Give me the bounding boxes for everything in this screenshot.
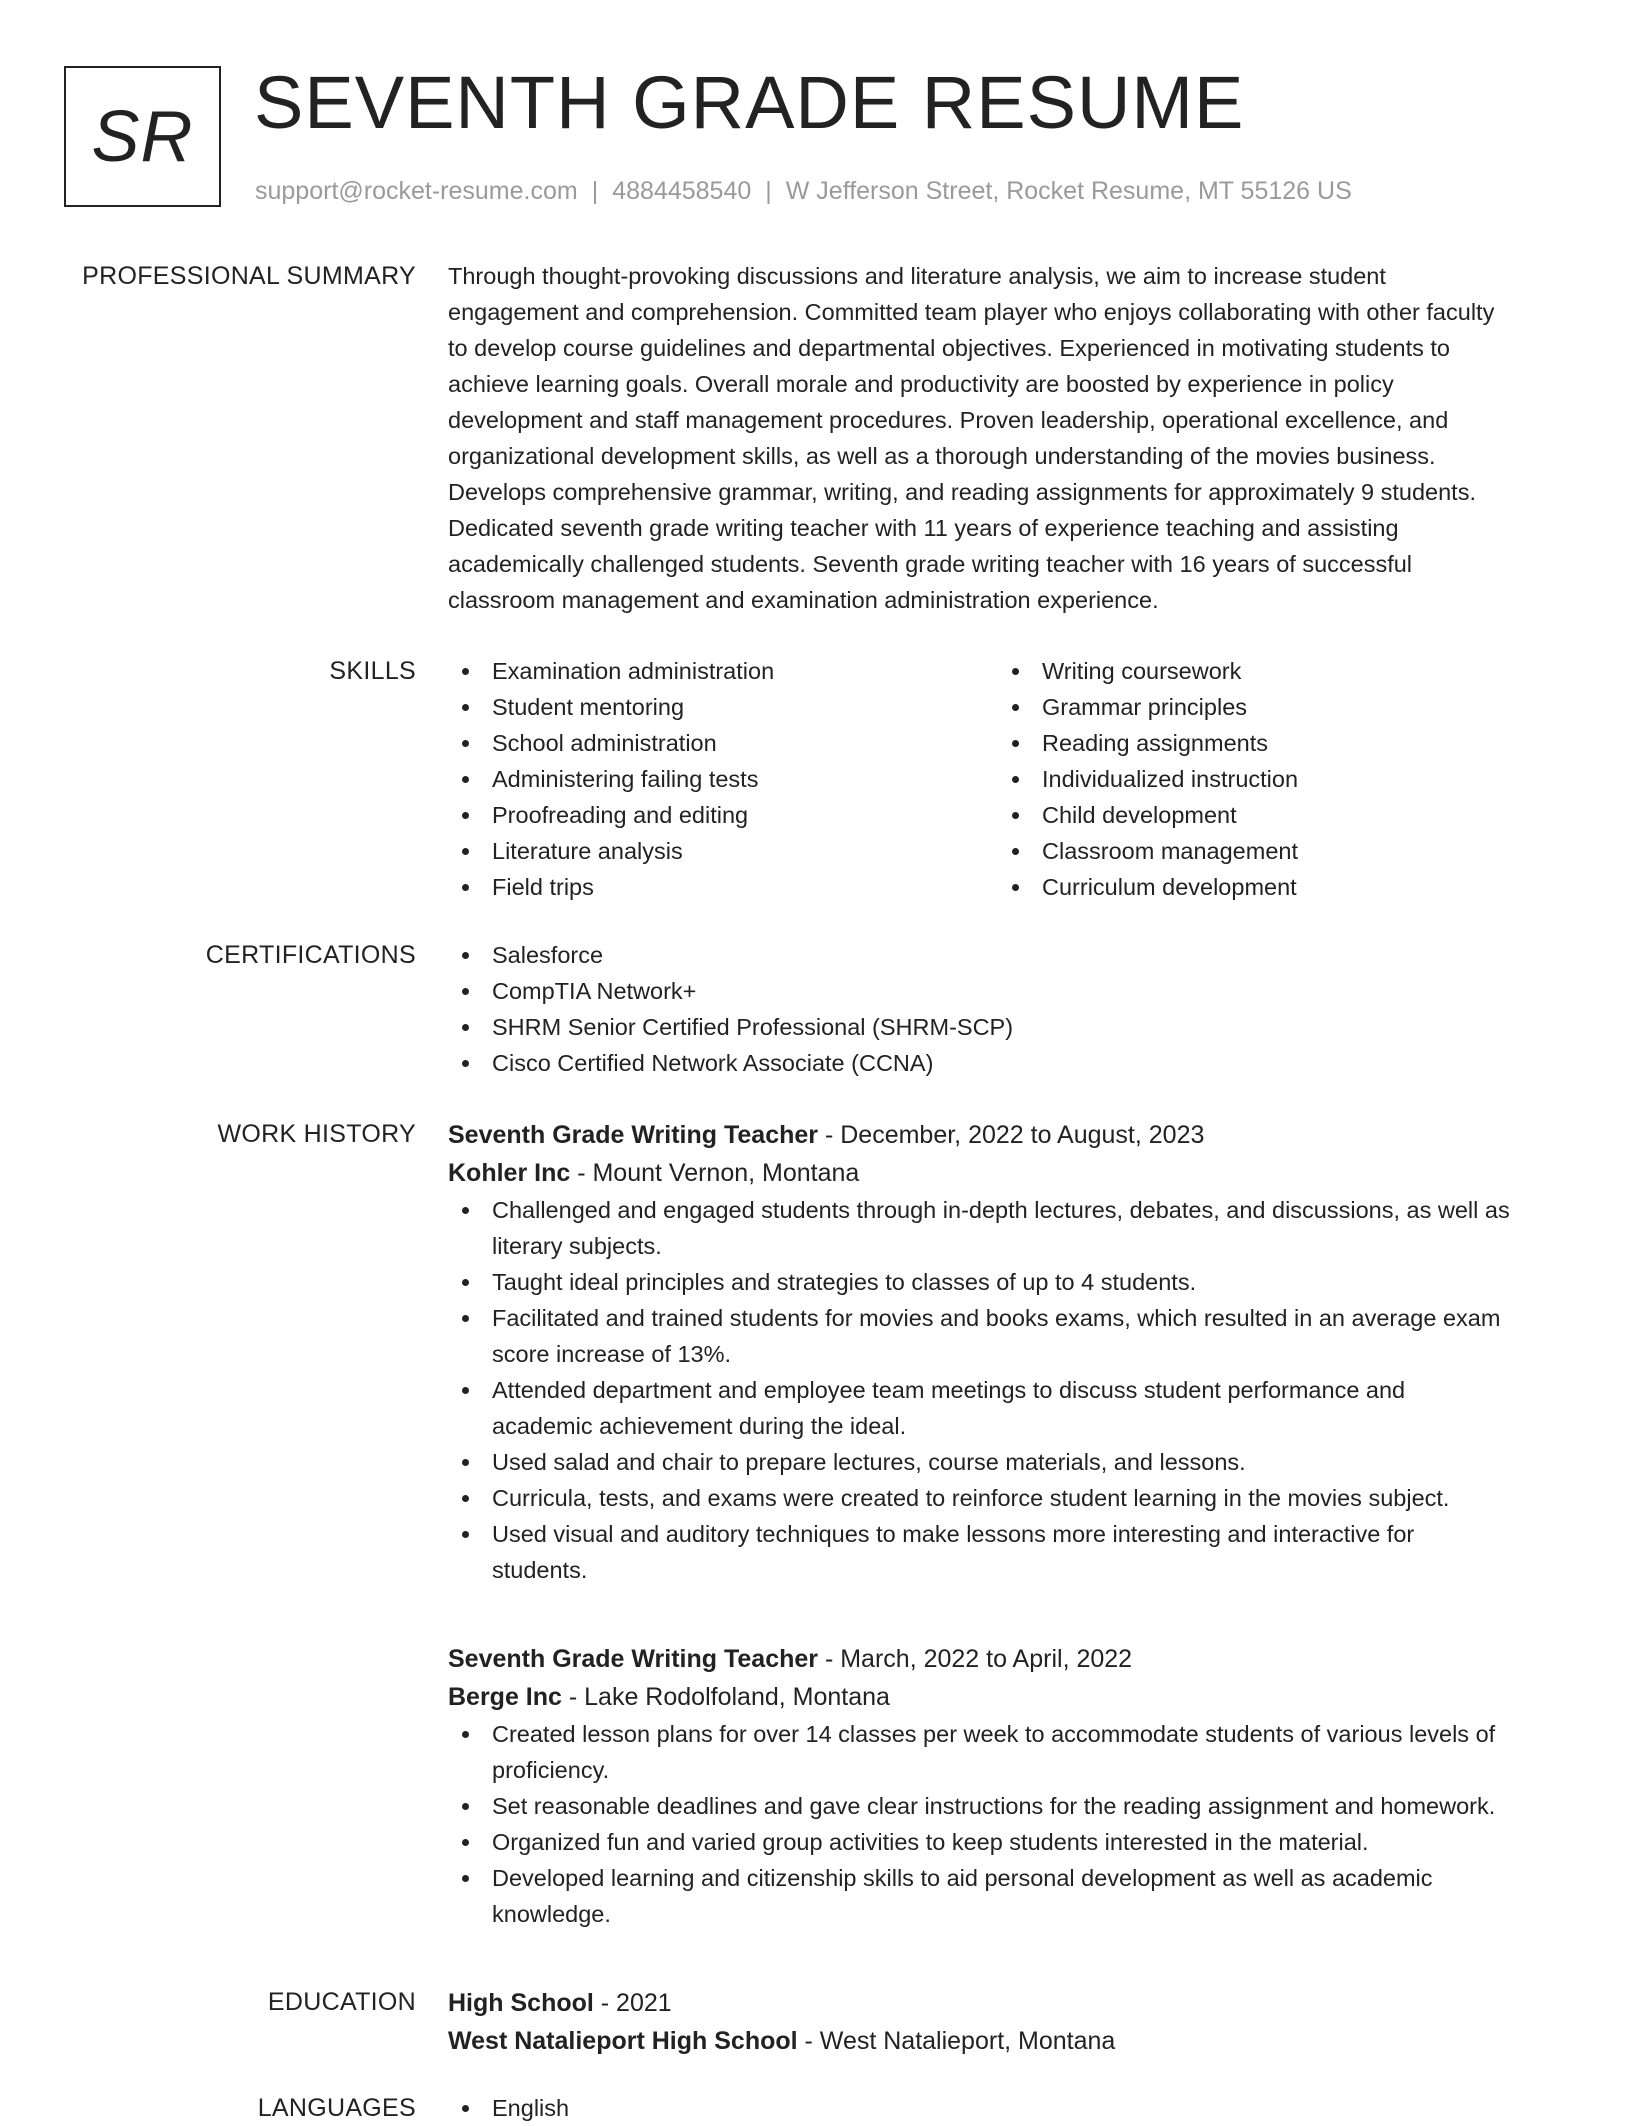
contact-line bbox=[255, 174, 1352, 208]
certification-item: SHRM Senior Certified Professional (SHRM-SCP) bbox=[448, 1009, 1563, 1045]
job-bullet bbox=[448, 1444, 1563, 1480]
job-bullet bbox=[448, 1860, 1563, 1932]
skill-item: Individualized instruction bbox=[998, 761, 1548, 797]
job-location: - Mount Vernon, Montana bbox=[570, 1159, 860, 1187]
job-dates: - March, 2022 to April, 2022 bbox=[818, 1645, 1133, 1673]
resume-title: SEVENTH GRADE RESUME bbox=[254, 61, 1245, 144]
skill-item: Classroom management bbox=[998, 833, 1548, 869]
job-bullet bbox=[448, 1716, 1563, 1788]
job-bullet bbox=[448, 1264, 1563, 1300]
job-bullet bbox=[448, 1516, 1563, 1588]
education-location: - West Natalieport, Montana bbox=[797, 2027, 1116, 2055]
summary-line: Through thought-provoking discussions and literature analysis, we aim to increase student bbox=[448, 263, 1386, 289]
certifications-list bbox=[448, 937, 1563, 1081]
job-bullet-line: score increase of 13%. bbox=[492, 1341, 732, 1367]
job-bullet-line: Challenged and engaged students through in-depth lectures, debates, and discussions, as well as bbox=[492, 1197, 1510, 1223]
skill-item: Proofreading and editing bbox=[448, 797, 998, 833]
section-title-skills: SKILLS bbox=[329, 657, 416, 685]
summary-text bbox=[448, 258, 1563, 618]
education-degree-line bbox=[448, 1984, 1563, 2022]
section-title-summary: PROFESSIONAL SUMMARY bbox=[82, 262, 416, 290]
contact-separator: | bbox=[591, 177, 599, 205]
summary-line: Dedicated seventh grade writing teacher with 11 years of experience teaching and assisting bbox=[448, 515, 1399, 541]
job-bullet-line: students. bbox=[492, 1557, 588, 1583]
education-body bbox=[448, 1984, 1563, 2060]
job-bullet-line: Taught ideal principles and strategies to classes of up to 4 students. bbox=[492, 1269, 1197, 1295]
certifications-body bbox=[448, 937, 1563, 1081]
skill-item: Administering failing tests bbox=[448, 761, 998, 797]
job-bullet bbox=[448, 1372, 1563, 1444]
monogram-box bbox=[64, 66, 221, 207]
section-title-languages: LANGUAGES bbox=[257, 2094, 416, 2122]
summary-line: engagement and comprehension. Committed team player who enjoys collaborating with other faculty bbox=[448, 299, 1495, 325]
summary-line: to develop course guidelines and departmental objectives. Experienced in motivating students to bbox=[448, 335, 1450, 361]
contact-separator: | bbox=[765, 177, 772, 205]
job-role-line bbox=[448, 1116, 1563, 1154]
education-school: West Natalieport High School bbox=[448, 2027, 798, 2055]
job-location: - Lake Rodolfoland, Montana bbox=[561, 1683, 890, 1711]
job-dates: - December, 2022 to August, 2023 bbox=[818, 1121, 1205, 1149]
summary-line: organizational development skills, as well as a thorough understanding of the movies business. bbox=[448, 443, 1436, 469]
job-bullets bbox=[448, 1192, 1563, 1588]
summary-line: development and staff management procedures. Proven leadership, operational excellence, and bbox=[448, 407, 1449, 433]
skill-item: Literature analysis bbox=[448, 833, 998, 869]
summary-line: academically challenged students. Seventh grade writing teacher with 16 years of successful bbox=[448, 551, 1413, 577]
job-bullet-line: knowledge. bbox=[492, 1901, 611, 1927]
job-bullet-line: literary subjects. bbox=[492, 1233, 662, 1259]
skills-list-left bbox=[448, 653, 998, 905]
languages-body bbox=[448, 2090, 1563, 2126]
job-bullet-line: Used salad and chair to prepare lectures, course materials, and lessons. bbox=[492, 1449, 1246, 1475]
job-bullet-line: Curricula, tests, and exams were created to reinforce student learning in the movies subject. bbox=[492, 1485, 1450, 1511]
section-title-work-history: WORK HISTORY bbox=[217, 1120, 416, 1148]
job-company-line bbox=[448, 1154, 1563, 1192]
contact-address: W Jefferson Street, Rocket Resume, MT 55126 US bbox=[785, 177, 1352, 205]
job-bullet-line: Attended department and employee team meetings to discuss student performance and bbox=[492, 1377, 1406, 1403]
summary-line: Develops comprehensive grammar, writing, and reading assignments for approximately 9 students. bbox=[448, 479, 1476, 505]
job-bullets bbox=[448, 1716, 1563, 1932]
languages-list bbox=[448, 2090, 1563, 2126]
job-entry bbox=[448, 1116, 1563, 1588]
skills-columns bbox=[448, 653, 1563, 905]
language-item: English bbox=[448, 2090, 1563, 2126]
job-company-line bbox=[448, 1678, 1563, 1716]
skill-item: Reading assignments bbox=[998, 725, 1548, 761]
contact-email[interactable]: support@rocket-resume.com bbox=[255, 177, 578, 205]
summary-body bbox=[448, 258, 1563, 618]
certification-item: Salesforce bbox=[448, 937, 1563, 973]
job-bullet-line: Set reasonable deadlines and gave clear instructions for the reading assignment and homework. bbox=[492, 1793, 1496, 1819]
skills-list-right bbox=[998, 653, 1548, 905]
job-bullet bbox=[448, 1788, 1563, 1824]
skill-item: Child development bbox=[998, 797, 1548, 833]
job-bullet-line: academic achievement during the ideal. bbox=[492, 1413, 907, 1439]
job-company: Kohler Inc bbox=[448, 1159, 571, 1187]
work-history-body bbox=[448, 1116, 1563, 1588]
contact-phone[interactable]: 4884458540 bbox=[612, 177, 752, 205]
section-title-certifications: CERTIFICATIONS bbox=[205, 941, 416, 969]
job-role-line bbox=[448, 1640, 1563, 1678]
certification-item: CompTIA Network+ bbox=[448, 973, 1563, 1009]
job-bullet-line: proficiency. bbox=[492, 1757, 610, 1783]
job-bullet-line: Facilitated and trained students for movies and books exams, which resulted in an average exam bbox=[492, 1305, 1501, 1331]
skill-item: Student mentoring bbox=[448, 689, 998, 725]
work-history-body-2 bbox=[448, 1640, 1563, 1932]
job-bullet-line: Used visual and auditory techniques to make lessons more interesting and interactive for bbox=[492, 1521, 1415, 1547]
skill-item: Field trips bbox=[448, 869, 998, 905]
job-role: Seventh Grade Writing Teacher bbox=[448, 1121, 819, 1149]
job-bullet-line: Created lesson plans for over 14 classes per week to accommodate students of various levels of bbox=[492, 1721, 1496, 1747]
job-bullet-line: Organized fun and varied group activities to keep students interested in the material. bbox=[492, 1829, 1369, 1855]
skill-item: Writing coursework bbox=[998, 653, 1548, 689]
job-bullet-line: Developed learning and citizenship skills to aid personal development as well as academic bbox=[492, 1865, 1433, 1891]
job-company: Berge Inc bbox=[448, 1683, 562, 1711]
education-year: - 2021 bbox=[593, 1989, 672, 2017]
section-title-education: EDUCATION bbox=[267, 1988, 416, 2016]
skill-item: School administration bbox=[448, 725, 998, 761]
skill-item: Examination administration bbox=[448, 653, 998, 689]
job-bullet bbox=[448, 1192, 1563, 1264]
summary-line: classroom management and examination administration experience. bbox=[448, 587, 1159, 613]
job-entry bbox=[448, 1640, 1563, 1932]
skill-item: Grammar principles bbox=[998, 689, 1548, 725]
job-role: Seventh Grade Writing Teacher bbox=[448, 1645, 819, 1673]
monogram-initials: SR bbox=[91, 96, 194, 177]
job-bullet bbox=[448, 1300, 1563, 1372]
job-bullet bbox=[448, 1824, 1563, 1860]
certification-item: Cisco Certified Network Associate (CCNA) bbox=[448, 1045, 1563, 1081]
education-school-line bbox=[448, 2022, 1563, 2060]
job-bullet bbox=[448, 1480, 1563, 1516]
education-degree: High School bbox=[448, 1989, 594, 2017]
skill-item: Curriculum development bbox=[998, 869, 1548, 905]
summary-line: achieve learning goals. Overall morale and productivity are boosted by experience in policy bbox=[448, 371, 1394, 397]
skills-body bbox=[448, 653, 1563, 905]
